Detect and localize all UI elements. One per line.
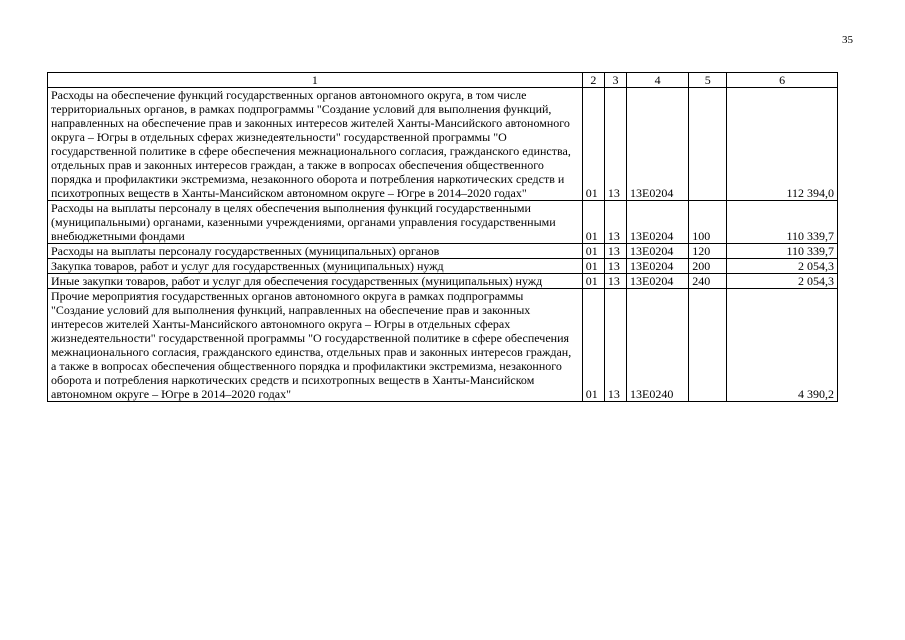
row-target-code: 13Е0204: [627, 274, 689, 289]
row-name: Прочие мероприятия государственных органов автономного округа в рамках подпрограммы "Создание условий для выполнения функций, направленных на обеспечение прав и законных интересов жителей Ханты-Мансийского автономного округа – Югры в отдельных сферах жизнедеятельности" государственной программы "О государственной политике в сфере обеспечения межнационального согласия, гражданского единства, отдельных прав и законных интересов граждан, а также в вопросах обеспечения общественного порядка и профилактики экстремизма, незаконного оборота и потребления наркотических средств и психотропных веществ в Ханты-Мансийском автономном округе – Югре в 2014–2020 годах": [48, 289, 583, 402]
column-header-target: 4: [627, 73, 689, 88]
row-subsection: 13: [604, 274, 626, 289]
table-row: [48, 289, 838, 402]
row-amount: 2 054,3: [727, 274, 838, 289]
row-subsection: 13: [604, 259, 626, 274]
row-section: 01: [582, 88, 604, 201]
row-expense-type: 100: [689, 201, 727, 244]
row-target-code: 13Е0204: [627, 259, 689, 274]
table-row: [48, 274, 838, 289]
row-name: Расходы на обеспечение функций государственных органов автономного округа, в том числе территориальных органов, в рамках подпрограммы "Создание условий для выполнения функций, направленных на обеспечение прав и законных интересов жителей Ханты-Мансийского автономного округа – Югры в отдельных сферах жизнедеятельности" государственной программы "О государственной политике в сфере обеспечения межнационального согласия, гражданского единства, отдельных прав и законных интересов граждан, а также в вопросах обеспечения общественного порядка и профилактики экстремизма, незаконного оборота и потребления наркотических средств и психотропных веществ в Ханты-Мансийском автономном округе – Югре в 2014–2020 годах": [48, 88, 583, 201]
column-header-section: 2: [582, 73, 604, 88]
column-header-subsection: 3: [604, 73, 626, 88]
row-name: Расходы на выплаты персоналу в целях обеспечения выполнения функций государственными (муниципальными) органами, казенными учреждениями, органами управления государственными внебюджетными фондами: [48, 201, 583, 244]
row-amount: 110 339,7: [727, 244, 838, 259]
row-target-code: 13Е0204: [627, 88, 689, 201]
table-row: [48, 201, 838, 244]
row-expense-type: 240: [689, 274, 727, 289]
table-row: [48, 88, 838, 201]
page-number: 35: [842, 34, 853, 46]
row-section: 01: [582, 259, 604, 274]
row-section: 01: [582, 201, 604, 244]
row-name: Расходы на выплаты персоналу государственных (муниципальных) органов: [48, 244, 583, 259]
row-target-code: 13Е0204: [627, 244, 689, 259]
row-section: 01: [582, 274, 604, 289]
table-row: [48, 259, 838, 274]
row-expense-type: [689, 88, 727, 201]
row-name: Иные закупки товаров, работ и услуг для обеспечения государственных (муниципальных) нужд: [48, 274, 583, 289]
table-row: [48, 244, 838, 259]
row-subsection: 13: [604, 244, 626, 259]
column-header-expense-type: 5: [689, 73, 727, 88]
row-subsection: 13: [604, 289, 626, 402]
row-subsection: 13: [604, 201, 626, 244]
row-section: 01: [582, 289, 604, 402]
column-header-name: 1: [48, 73, 583, 88]
header-row: [48, 73, 838, 88]
row-amount: 4 390,2: [727, 289, 838, 402]
row-name: Закупка товаров, работ и услуг для государственных (муниципальных) нужд: [48, 259, 583, 274]
budget-table: [47, 72, 838, 402]
row-expense-type: 200: [689, 259, 727, 274]
row-amount: 2 054,3: [727, 259, 838, 274]
row-expense-type: [689, 289, 727, 402]
row-amount: 112 394,0: [727, 88, 838, 201]
column-header-amount: 6: [727, 73, 838, 88]
row-section: 01: [582, 244, 604, 259]
row-target-code: 13Е0240: [627, 289, 689, 402]
row-expense-type: 120: [689, 244, 727, 259]
row-target-code: 13Е0204: [627, 201, 689, 244]
row-amount: 110 339,7: [727, 201, 838, 244]
row-subsection: 13: [604, 88, 626, 201]
